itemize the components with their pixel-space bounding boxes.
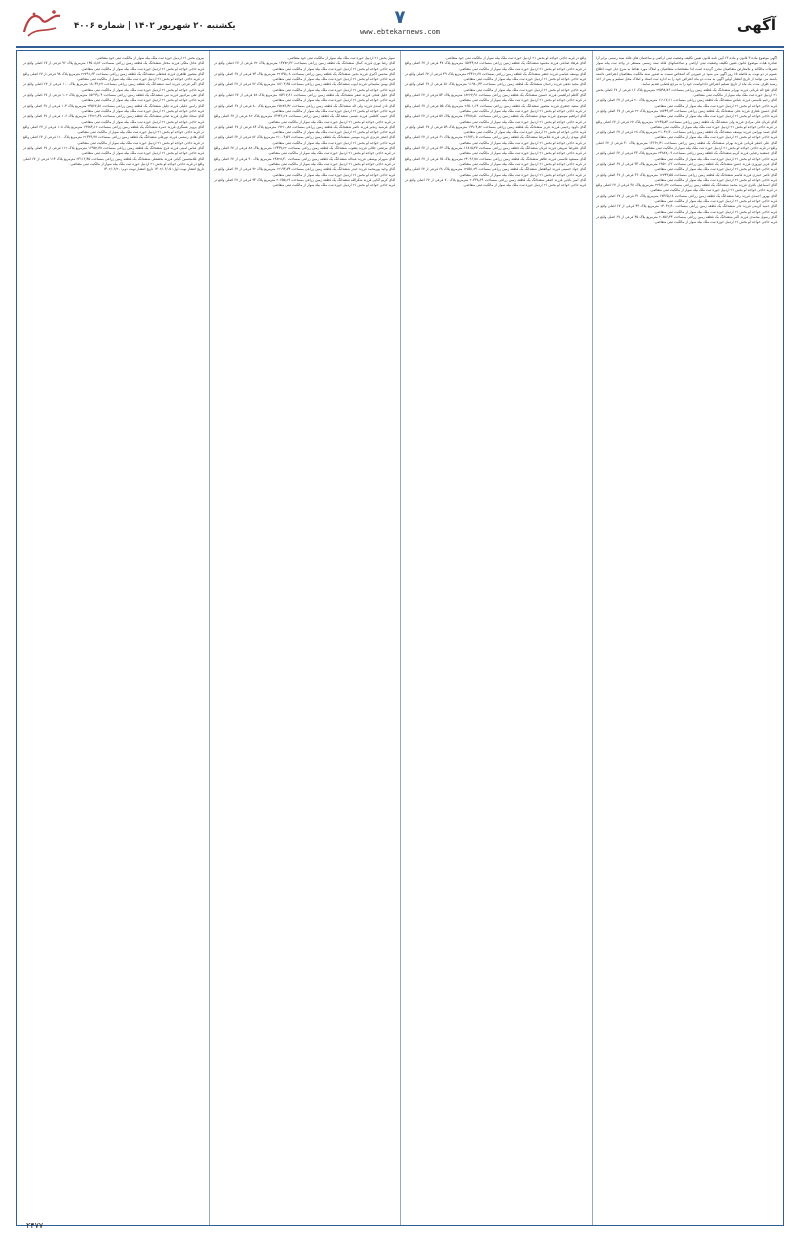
ad-paragraph: تاریخ انتشار نوبت اول: ۱۴۰۲/۰۶/۰۵ تاریخ انتشار نوبت دوم: ۱۴۰۲/۰۶/۲۰ (103, 167, 204, 172)
issue-date: یکشنبه ۲۰ شهریور ۱۴۰۲ | شماره ۴۰۰۶ (74, 21, 236, 31)
ad-paragraph: آقای مهدی زارعی فرزند غلامرضا ششدانگ یک قطعه زمین زراعی بمساحت ۲۱۶۷۳٫۰۵ مترمربع پلاک ۶۱ فرعی از ۶۷ اصلی واقع در قریه حاجی خواجه لو بخش ۲۱ اردبیل حوزه ثبت ملک بیله سوار از مالکیت ثبتی متقاضی. (405, 135, 586, 145)
ad-paragraph: آقای رحیم قاسمی فرزند عباس ششدانگ یک قطعه زمین زراعی بمساحت ۱۱۱۱۷٫۱۱ مترمربع پلاک ۲۰ فرعی از ۶۷ اصلی واقع در قریه حاجی خواجه لو بخش ۲۱ اردبیل حوزه ثبت ملک بیله سوار از مالکیت ثبتی متقاضی. (596, 98, 777, 108)
ad-paragraph: آقای کریم آقایی فرزند شکرالله ششدانگ یک قطعه زمین زراعی بمساحت ۲۰۶۵۵٫۱۹ مترمربع پلاک ۹۴ فرعی از ۶۷ اصلی واقع در قریه حاجی خواجه لو بخش ۲۱ اردبیل حوزه ثبت ملک بیله سوار از مالکیت ثبتی متقاضی. (214, 177, 395, 188)
ad-paragraph: آقای عزیز نوروزی فرزند حسن ششدانگ یک قطعه زمین زراعی بمساحت ۱۹۵۲۰٫۶۶ مترمربع پلاک ۳۴ فرعی از ۶۷ اصلی واقع در قریه حاجی خواجه لو بخش ۲۱ اردبیل حوزه ثبت ملک بیله سوار از مالکیت ثبتی متقاضی. (596, 161, 777, 172)
ad-paragraph: آقای فتح اله قربانی فرزند بهرام ششدانگ یک قطعه زمین زراعی بمساحت ۲۷۵۹۸٫۷۶ مترمربع پلاک ۱۶ فرعی از ۶۷ اصلی بخش ۲۱ اردبیل حوزه ثبت ملک بیله سوار از مالکیت ثبتی متقاضی. (596, 87, 777, 98)
ad-paragraph: آقای مرتضی جلالی فرزند یعقوب ششدانگ یک قطعه زمین زراعی بمساحت ۱۶۴۳۷٫۲۲ مترمربع پلاک ۸۸ فرعی از ۶۷ اصلی واقع در قریه حاجی خواجه لو بخش ۲۱ اردبیل حوزه ثبت ملک بیله سوار از مالکیت ثبتی متقاضی. (214, 146, 395, 156)
ad-paragraph: آقای بهمن سلیمانی فرزند ایوب ششدانگ یک قطعه زمین زراعی بمساحت ۱۸۶۰۳٫۹۵ مترمربع پلاک ۷۶ فرعی از ۶۷ اصلی واقع در قریه حاجی خواجه لو بخش ۲۱ اردبیل حوزه ثبت ملک بیله سوار از مالکیت ثبتی متقاضی. (214, 82, 395, 92)
page-header (16, 6, 784, 48)
ad-paragraph: آقای رسول محمدی فرزند اکبر ششدانگ یک قطعه زمین زراعی بمساحت ۲۰۸۵۶٫۴۴ مترمربع پلاک ۴۵ فرعی از ۶۷ اصلی واقع در قریه حاجی خواجه لو بخش ۲۱ اردبیل حوزه ثبت ملک بیله سوار از مالکیت ثبتی متقاضی. (596, 214, 777, 225)
column-1 (596, 56, 777, 1220)
ad-paragraph: آقای تقی مرادپور فرزند نبی ششدانگ یک قطعه زمین زراعی بمساحت ۱۵۶۹۹٫۰۴ مترمربع پلاک ۱۰۲ فرعی از ۶۷ اصلی واقع در قریه حاجی خواجه لو بخش ۲۱ اردبیل حوزه ثبت ملک بیله سوار از مالکیت ثبتی متقاضی. (23, 93, 204, 103)
ad-paragraph: آقای وحید پورمحمد فرزند حیدر ششدانگ یک قطعه زمین زراعی بمساحت ۱۲۱۹۳٫۷۴ مترمربع پلاک ۹۲ فرعی از ۶۷ اصلی واقع در قریه حاجی خواجه لو بخش ۲۱ اردبیل حوزه ثبت ملک بیله سوار از مالکیت ثبتی متقاضی. (214, 167, 395, 177)
page-number: ۷ (394, 7, 406, 28)
ad-paragraph: سوار بخش ۲۱ اردبیل حوزه ثبت ملک بیله سوار از مالکیت ثبتی خود متقاضی. (287, 56, 395, 60)
ad-paragraph: آقای کاظم ابراهیمی فرزند حسین ششدانگ یک قطعه زمین زراعی بمساحت ۱۸۲۲۷٫۹۱ مترمربع پلاک ۵۳ فرعی از ۶۷ اصلی واقع در قریه حاجی خواجه لو بخش ۲۱ اردبیل حوزه ثبت ملک بیله سوار از مالکیت ثبتی متقاضی. (405, 93, 586, 103)
ad-paragraph: آقای رضا نوری فرزند کمال ششدانگ یک قطعه زمین زراعی بمساحت ۱۴۷۷۲٫۳۶ مترمربع پلاک ۷۲ فرعی از ۶۷ اصلی واقع در قریه حاجی خواجه لو بخش ۲۱ اردبیل حوزه ثبت ملک بیله سوار از مالکیت ثبتی متقاضی. (214, 61, 395, 71)
ad-paragraph: آقای منصور طاهری فرزند فتحعلی ششدانگ یک قطعه زمین زراعی بمساحت ۲۲۷۹۱٫۶۳ مترمربع پلاک ۹۸ فرعی از ۶۷ اصلی واقع در قریه حاجی خواجه لو بخش ۲۱ اردبیل حوزه ثبت ملک بیله سوار از مالکیت ثبتی متقاضی. (23, 71, 204, 82)
ad-paragraph: آقای صمد بهرامی فرزند یوسف ششدانگ یک قطعه زمین زراعی بمساحت ۲۱۰۴۲٫۳۰ مترمربع پلاک ۲۸ فرعی از ۶۷ اصلی واقع در قریه حاجی خواجه لو بخش ۲۱ اردبیل حوزه ثبت ملک بیله سوار از مالکیت ثبتی متقاضی. (596, 130, 777, 140)
ad-paragraph: آقای عادل ملکی فرزند مختار ششدانگ یک قطعه زمین زراعی بمساحت ۱۴۵۰۸٫۸۶ مترمربع پلاک ۹۶ فرعی از ۶۷ اصلی واقع در قریه حاجی خواجه لو بخش ۲۱ اردبیل حوزه ثبت ملک بیله سوار از مالکیت ثبتی متقاضی. (23, 61, 204, 71)
column-divider (209, 51, 210, 1225)
ad-paragraph: آقای حسین غفاری فرزند علی ششدانگ یک قطعه زمین زراعی بمساحت ۱۸۷۴۹٫۲۴ مترمربع پلاک ۲۲ فرعی از ۶۷ اصلی واقع در قریه حاجی خواجه لو بخش ۲۱ اردبیل حوزه ثبت ملک بیله سوار از مالکیت ثبتی متقاضی. (596, 108, 777, 119)
ad-paragraph: واقع در قریه حاجی خواجه لو بخش ۲۱ اردبیل حوزه ثبت ملک بیله سوار از مالکیت ثبتی خود متقاضی. (445, 56, 586, 60)
ad-paragraph: آقای حبیب کاظمی فرزند عیسی ششدانگ یک قطعه زمین زراعی بمساحت ۱۳۹۴۶٫۱۷ مترمربع پلاک ۸۲ فرعی از ۶۷ اصلی واقع در قریه حاجی خواجه لو بخش ۲۱ اردبیل حوزه ثبت ملک بیله سوار از مالکیت ثبتی متقاضی. (214, 114, 395, 124)
ad-paragraph: آقای فرهاد صادقی فرزند محمود ششدانگ یک قطعه زمین زراعی بمساحت ۱۵۷۳۴٫۲۸ مترمربع پلاک ۴۷ فرعی از ۶۷ اصلی واقع در قریه حاجی خواجه لو بخش ۲۱ اردبیل حوزه ثبت ملک بیله سوار از مالکیت ثبتی متقاضی. (405, 61, 586, 71)
column-4 (23, 56, 204, 1220)
column-divider (592, 51, 593, 1225)
ad-paragraph: آقای فرشید رنجبر فرزند ناصر ششدانگ یک قطعه زمین زراعی بمساحت ۱۹۲۱۰٫۸۸ مترمربع پلاک ۸۴ فرعی از ۶۷ اصلی واقع در قریه حاجی خواجه لو بخش ۲۱ اردبیل حوزه ثبت ملک بیله سوار از مالکیت ثبتی متقاضی. (214, 124, 395, 135)
ad-paragraph: آقای غلامحسین کیانی فرزند بخشعلی ششدانگ یک قطعه زمین زراعی بمساحت ۲۳۱۱۶٫۴۵ مترمربع پلاک ۱۱۴ فرعی از ۶۷ اصلی واقع در قریه حاجی خواجه لو بخش ۲۱ اردبیل حوزه ثبت ملک بیله سوار از مالکیت ثبتی متقاضی. (23, 156, 204, 166)
section-title: آگهی (737, 16, 776, 34)
ad-paragraph: آقای خلیل فتحی فرزند صفر ششدانگ یک قطعه زمین زراعی بمساحت ۱۵۳۱۷٫۶۱ مترمربع پلاک ۷۸ فرعی از ۶۷ اصلی واقع در قریه حاجی خواجه لو بخش ۲۱ اردبیل حوزه ثبت ملک بیله سوار از مالکیت ثبتی متقاضی. (214, 93, 395, 103)
ad-paragraph: آقای عباس امینی فرزند فرج ششدانگ یک قطعه زمین زراعی بمساحت ۱۶۹۵۲٫۳۸ مترمربع پلاک ۱۱۲ فرعی از ۶۷ اصلی واقع در قریه حاجی خواجه لو بخش ۲۱ اردبیل حوزه ثبت ملک بیله سوار از مالکیت ثبتی متقاضی. (23, 146, 204, 156)
ad-paragraph: آقای پرویز عسگری فرزند حمزه ششدانگ یک قطعه زمین زراعی بمساحت ۱۹۷۸۴٫۱۲ مترمربع پلاک ۱۰۸ فرعی از ۶۷ اصلی واقع در قریه حاجی خواجه لو بخش ۲۱ اردبیل حوزه ثبت ملک بیله سوار از مالکیت ثبتی متقاضی. (23, 124, 204, 135)
ad-paragraph: آقای جمشید رضایی فرزند کریم ششدانگ یک قطعه زمین زراعی بمساحت ۲۴۸۸۷٫۰۹ مترمربع پلاک ۳۳ فرعی از ۶۷ اصلی واقع در قریه حاجی خواجه لو بخش ۲۱ اردبیل حوزه ثبت ملک بیله سوار از مالکیت ثبتی متقاضی. (596, 151, 777, 161)
ad-paragraph: آقای امیر بابایی فرزند اصغر ششدانگ یک قطعه زمین زراعی بمساحت ۲۰۳۳۸٫۶۹ مترمربع پلاک ۷۰ فرعی از ۶۷ اصلی واقع در قریه حاجی خواجه لو بخش ۲۱ اردبیل حوزه ثبت ملک بیله سوار از مالکیت ثبتی متقاضی. (405, 177, 586, 188)
ad-paragraph: آقای اسماعیل باقری فرزند محمد ششدانگ یک قطعه زمین زراعی بمساحت ۲۲۹۸۱٫۷۲ مترمربع پلاک ۳۸ فرعی از ۶۷ اصلی واقع در قریه حاجی خواجه لو بخش ۲۱ اردبیل حوزه ثبت ملک بیله سوار از مالکیت ثبتی متقاضی. (596, 183, 777, 193)
ad-paragraph: آقای اکبر فرجی فرزند اسد ششدانگ یک قطعه زمین زراعی بمساحت ۱۸۰۴۳٫۲۷ مترمربع پلاک ۱۰۰ فرعی از ۶۷ اصلی واقع در قریه حاجی خواجه لو بخش ۲۱ اردبیل حوزه ثبت ملک بیله سوار از مالکیت ثبتی متقاضی. (23, 82, 204, 92)
ad-paragraph: آقای محسن اکبری فرزند یحیی ششدانگ یک قطعه زمین زراعی بمساحت ۲۲۱۴۵٫۰۸ مترمربع پلاک ۷۴ فرعی از ۶۷ اصلی واقع در قریه حاجی خواجه لو بخش ۲۱ اردبیل حوزه ثبت ملک بیله سوار از مالکیت ثبتی متقاضی. (214, 71, 395, 82)
column-divider (400, 51, 401, 1225)
ad-frame (16, 50, 784, 1226)
website-link[interactable]: www.ebtekarnews.com (359, 28, 441, 36)
ad-paragraph: آقای علی اصغر قربانی فرزند بهرام ششدانگ یک قطعه زمین زراعی بمساحت ۱۳۶۶۲٫۴۱ مترمربع پلاک ۳۰ فرعی از ۶۷ اصلی واقع در قریه حاجی خواجه لو بخش ۲۱ اردبیل حوزه ثبت ملک بیله سوار از مالکیت ثبتی متقاضی. (596, 140, 777, 151)
footer-code: ۲۴۷۷ (26, 1221, 44, 1230)
ad-paragraph: آقای ناصر حیدری فرزند قاسم ششدانگ یک قطعه زمین زراعی بمساحت ۱۲۷۴۳٫۵۵ مترمربع پلاک ۳۶ فرعی از ۶۷ اصلی واقع در قریه حاجی خواجه لو بخش ۲۱ اردبیل حوزه ثبت ملک بیله سوار از مالکیت ثبتی متقاضی. (596, 172, 777, 182)
ad-paragraph: آقای مجید نجفی فرزند رحمان ششدانگ یک قطعه زمین زراعی بمساحت ۱۱۹۸۰٫۳۳ مترمربع پلاک ۵۱ فرعی از ۶۷ اصلی واقع در قریه حاجی خواجه لو بخش ۲۱ اردبیل حوزه ثبت ملک بیله سوار از مالکیت ثبتی متقاضی. (405, 82, 586, 92)
ad-paragraph: آقای حمید کریمی فرزند نادر ششدانگ یک قطعه زمین زراعی بمساحت ۱۴۰۳۲٫۹۰ مترمربع پلاک ۴۳ فرعی از ۶۷ اصلی واقع در قریه حاجی خواجه لو بخش ۲۱ اردبیل حوزه ثبت ملک بیله سوار از مالکیت ثبتی متقاضی. (596, 204, 777, 214)
ad-paragraph: آقای هادی رستمی فرزند نورعلی ششدانگ یک قطعه زمین زراعی بمساحت ۲۱۳۳۹٫۹۷ مترمربع پلاک ۱۱۰ فرعی از ۶۷ اصلی واقع در قریه حاجی خواجه لو بخش ۲۱ اردبیل حوزه ثبت ملک بیله سوار از مالکیت ثبتی متقاضی. (23, 135, 204, 145)
ad-paragraph: آقای مسعود قاسمی فرزند طاهر ششدانگ یک قطعه زمین زراعی بمساحت ۲۴۰۹۶٫۷۸ مترمربع پلاک ۶۵ فرعی از ۶۷ اصلی واقع در قریه حاجی خواجه لو بخش ۲۱ اردبیل حوزه ثبت ملک بیله سوار از مالکیت ثبتی متقاضی. (405, 156, 586, 166)
ad-paragraph: آقای داوود رحیمی فرزند عزیز ششدانگ یک قطعه زمین زراعی بمساحت ۱۹۹۰۴٫۸۲ مترمربع پلاک ۵۹ فرعی از ۶۷ اصلی واقع در قریه حاجی خواجه لو بخش ۲۱ اردبیل حوزه ثبت ملک بیله سوار از مالکیت ثبتی متقاضی. (405, 124, 586, 135)
ad-paragraph: آقای رامین خلیلی فرزند جلیل ششدانگ یک قطعه زمین زراعی بمساحت ۲۴۵۶۷٫۵۱ مترمربع پلاک ۱۰۴ فرعی از ۶۷ اصلی واقع در قریه حاجی خواجه لو بخش ۲۱ اردبیل حوزه ثبت ملک بیله سوار از مالکیت ثبتی متقاضی. (23, 103, 204, 113)
ebtekar-logo-icon (18, 6, 66, 42)
ad-paragraph: آقای بهروز احمدی فرزند رضا ششدانگ یک قطعه زمین زراعی بمساحت ۱۷۴۶۵٫۱۸ مترمربع پلاک ۴۱ فرعی از ۶۷ اصلی واقع در قریه حاجی خواجه لو بخش ۲۱ اردبیل حوزه ثبت ملک بیله سوار از مالکیت ثبتی متقاضی. (596, 193, 777, 204)
ad-paragraph: آقای ابراهیم موسوی فرزند مهدی ششدانگ یک قطعه زمین زراعی بمساحت ۱۳۳۸۸٫۵۰ مترمربع پلاک ۵۷ فرعی از ۶۷ اصلی واقع در قریه حاجی خواجه لو بخش ۲۱ اردبیل حوزه ثبت ملک بیله سوار از مالکیت ثبتی متقاضی. (405, 114, 586, 124)
ad-paragraph: آقای سجاد نظری فرزند صابر ششدانگ یک قطعه زمین زراعی بمساحت ۱۳۲۲۱٫۴۸ مترمربع پلاک ۱۰۶ فرعی از ۶۷ اصلی واقع در قریه حاجی خواجه لو بخش ۲۱ اردبیل حوزه ثبت ملک بیله سوار از مالکیت ثبتی متقاضی. (23, 114, 204, 124)
ad-paragraph: آقای سعید جعفری فرزند منصور ششدانگ یک قطعه زمین زراعی بمساحت ۲۶۵۰۱٫۱۴ مترمربع پلاک ۵۵ فرعی از ۶۷ اصلی واقع در قریه حاجی خواجه لو بخش ۲۱ اردبیل حوزه ثبت ملک بیله سوار از مالکیت ثبتی متقاضی. (405, 103, 586, 113)
column-2 (405, 56, 586, 1220)
ad-paragraph: آقای یوسف عباسی فرزند جعفر ششدانگ یک قطعه زمین زراعی بمساحت ۲۳۴۱۲٫۶۷ مترمربع پلاک ۴۹ فرعی از ۶۷ اصلی واقع در قریه حاجی خواجه لو بخش ۲۱ اردبیل حوزه ثبت ملک بیله سوار از مالکیت ثبتی متقاضی. (405, 71, 586, 82)
ad-paragraph: آقای اصغر عزیزی فرزند موسی ششدانگ یک قطعه زمین زراعی بمساحت ۲۱۰۰۴٫۵۹ مترمربع پلاک ۸۶ فرعی از ۶۷ اصلی واقع در قریه حاجی خواجه لو بخش ۲۱ اردبیل حوزه ثبت ملک بیله سوار از مالکیت ثبتی متقاضی. (214, 135, 395, 145)
ad-paragraph: آگهی موضوع ماده ۳ قانون و ماده ۱۳ آیین نامه قانون تعیین تکلیف وضعیت ثبتی اراضی و ساختمان های فاقد سند رسمی برابر آرا صادره هیات موضوع قانون تعیین تکلیف وضعیت ثبتی اراضی و ساختمانهای فاقد سند رسمی مستقر در واحد ثبت بیله سوار تصرفات مالکانه و بلامعارض متقاضیان محرز گردیده است لذا مشخصات متقاضیان و املاک مورد تقاضا به شرح ذیل جهت اطلاع عموم در دو نوبت به فاصله ۱۵ روز آگهی می شود در صورتی که اشخاص نسبت به صدور سند مالکیت متقاضیان اعتراضی داشته باشند می توانند از تاریخ انتشار اولین آگهی به مدت دو ماه اعتراض خود را به اداره ثبت اسناد و املاک محل تسلیم و پس از اخذ رسید ظرف مدت یک ماه از تاریخ تسلیم اعتراض دادخواست خود را به مرجع قضایی تقدیم نمایند. (596, 56, 777, 87)
ad-paragraph: آقای قربان علی مرادی فرزند ولی ششدانگ یک قطعه زمین زراعی بمساحت ۱۶۲۴۵٫۸۳ مترمربع پلاک ۲۷ فرعی از ۶۷ اصلی واقع در قریه حاجی خواجه لو بخش ۲۱ اردبیل حوزه ثبت ملک بیله سوار از مالکیت ثبتی متقاضی. (596, 119, 777, 129)
column-3 (214, 56, 395, 1220)
ad-paragraph: آقای جواد حسینی فرزند ابوالفضل ششدانگ یک قطعه زمین زراعی بمساحت ۱۲۵۵۱٫۲۳ مترمربع پلاک ۶۸ فرعی از ۶۷ اصلی واقع در قریه حاجی خواجه لو بخش ۲۱ اردبیل حوزه ثبت ملک بیله سوار از مالکیت ثبتی متقاضی. (405, 167, 586, 177)
ad-paragraph: آقای علیرضا شریفی فرزند قربان ششدانگ یک قطعه زمین زراعی بمساحت ۱۶۸۱۵٫۴۷ مترمربع پلاک ۶۳ فرعی از ۶۷ اصلی واقع در قریه حاجی خواجه لو بخش ۲۱ اردبیل حوزه ثبت ملک بیله سوار از مالکیت ثبتی متقاضی. (405, 146, 586, 156)
ad-paragraph: آقای نادر اسدی فرزند ولی اله ششدانگ یک قطعه زمین زراعی بمساحت ۲۵۲۸۹٫۴۲ مترمربع پلاک ۸۰ فرعی از ۶۷ اصلی واقع در قریه حاجی خواجه لو بخش ۲۱ اردبیل حوزه ثبت ملک بیله سوار از مالکیت ثبتی متقاضی. (214, 103, 395, 113)
ad-paragraph: بیرون بخش ۲۱ اردبیل حوزه ثبت ملک بیله سوار از مالکیت ثبتی خود متقاضی. (95, 56, 204, 60)
ad-paragraph: آقای شهرام یوسفی فرزند عبداله ششدانگ یک قطعه زمین زراعی بمساحت ۲۳۸۲۸٫۳۰ مترمربع پلاک ۹۰ فرعی از ۶۷ اصلی واقع در قریه حاجی خواجه لو بخش ۲۱ اردبیل حوزه ثبت ملک بیله سوار از مالکیت ثبتی متقاضی. (214, 156, 395, 166)
